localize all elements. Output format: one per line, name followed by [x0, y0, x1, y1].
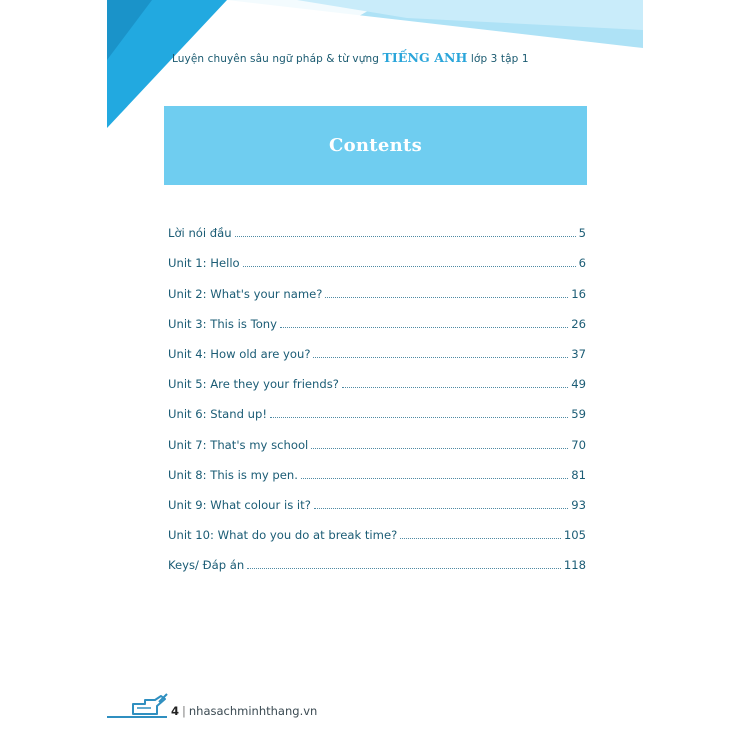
toc-entry[interactable] — [168, 421, 586, 451]
toc-page-number: 105 — [563, 528, 586, 543]
toc-leader — [311, 448, 568, 449]
toc-leader — [342, 387, 568, 388]
toc-label: Unit 6: Stand up! — [168, 407, 268, 422]
toc-page-number: 59 — [571, 407, 586, 422]
toc-entry[interactable] — [168, 512, 586, 542]
toc-leader — [325, 297, 568, 298]
toc-leader — [247, 568, 561, 569]
page-footer — [107, 692, 367, 722]
writing-hand-icon — [131, 692, 169, 718]
toc-label: Unit 8: This is my pen. — [168, 467, 298, 482]
book-header — [172, 50, 592, 65]
toc-entry[interactable] — [168, 482, 586, 512]
toc-label: Unit 3: This is Tony — [168, 316, 277, 331]
toc-entry[interactable] — [168, 331, 586, 361]
toc-page-number: 5 — [578, 226, 586, 241]
toc-label: Lời nói đầu — [168, 226, 232, 241]
table-of-contents — [168, 210, 586, 572]
toc-entry[interactable] — [168, 270, 586, 300]
toc-entry[interactable] — [168, 210, 586, 240]
website-link[interactable]: nhasachminhthang.vn — [188, 704, 318, 718]
contents-title: Contents — [328, 135, 423, 156]
toc-entry[interactable] — [168, 361, 586, 391]
toc-entry[interactable] — [168, 542, 586, 572]
toc-leader — [400, 538, 561, 539]
toc-leader — [280, 327, 568, 328]
toc-entry[interactable] — [168, 301, 586, 331]
contents-banner — [164, 106, 587, 185]
toc-leader — [314, 508, 568, 509]
toc-label: Unit 4: How old are you? — [168, 346, 311, 361]
toc-entry[interactable] — [168, 452, 586, 482]
toc-leader — [243, 266, 576, 267]
footer-separator: | — [182, 704, 186, 718]
toc-entry[interactable] — [168, 240, 586, 270]
toc-label: Unit 9: What colour is it? — [168, 497, 311, 512]
toc-page-number: 26 — [571, 316, 586, 331]
toc-page-number: 16 — [571, 286, 586, 301]
toc-page-number: 81 — [571, 467, 586, 482]
footer-text — [171, 704, 317, 718]
toc-label: Unit 1: Hello — [168, 256, 240, 271]
toc-leader — [270, 417, 568, 418]
toc-leader — [313, 357, 568, 358]
toc-label: Unit 5: Are they your friends? — [168, 377, 339, 392]
toc-page-number: 37 — [571, 346, 586, 361]
toc-label: Unit 7: That's my school — [168, 437, 309, 452]
toc-page-number: 93 — [571, 497, 586, 512]
toc-page-number: 70 — [571, 437, 586, 452]
toc-entry[interactable] — [168, 391, 586, 421]
header-brand: TIẾNG ANH — [382, 50, 468, 65]
toc-page-number: 49 — [571, 377, 586, 392]
toc-label: Unit 2: What's your name? — [168, 286, 323, 301]
toc-label: Keys/ Đáp án — [168, 558, 245, 573]
toc-page-number: 118 — [563, 558, 586, 573]
toc-leader — [235, 236, 576, 237]
header-suffix: lớp 3 tập 1 — [470, 53, 529, 65]
page-number: 4 — [171, 704, 180, 718]
toc-leader — [301, 478, 568, 479]
header-prefix: Luyện chuyên sâu ngữ pháp & từ vựng — [172, 53, 380, 65]
toc-label: Unit 10: What do you do at break time? — [168, 528, 398, 543]
toc-page-number: 6 — [578, 256, 586, 271]
